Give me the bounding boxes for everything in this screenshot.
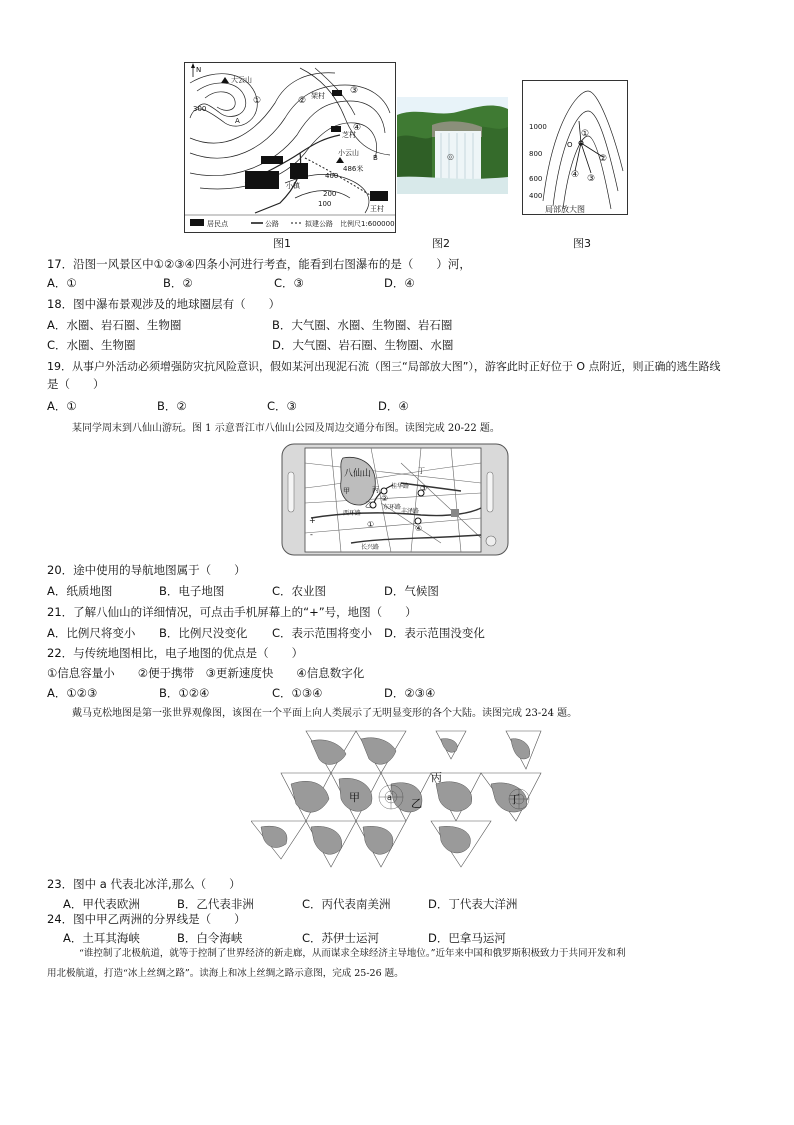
route-1-label: ① [367,520,375,529]
intro-25-26-line1: “谁控制了北极航道，就等于控制了世界经济的新走廊，从而谋求全球经济主导地位。”近年来中国和俄罗斯积极致力于共同开发和利 [79,948,626,959]
q18-option-a[interactable]: A．水圈、岩石圈、生物圈 [47,318,182,332]
q21-option-c[interactable]: C．表示范围将变小 [272,626,373,640]
q17-option-c[interactable]: C．③ [274,276,304,290]
phone-map-svg [281,443,509,556]
contour-label-1000: 1000 [529,123,547,131]
contour-label-600: 600 [529,175,543,183]
settlement-block [261,156,283,164]
route-1-label: ① [581,129,590,139]
q19-stem-line2: 是（ ） [47,377,105,391]
intro-25-26-line2: 用北极航道，打造“冰上丝绸之路”。读海上和冰上丝绸之路示意图，完成 25-26 题。 [47,968,404,979]
village-zhi-label: 芝村 [342,131,356,139]
q19-option-a[interactable]: A．① [47,399,77,413]
q17-option-b[interactable]: B．② [163,276,193,290]
intro-23-24: 戴马克松地图是第一张世界观像图，该图在一个平面上向人类展示了无明显变形的各个大陆。读图完成 23-24 题。 [72,708,578,719]
q19-stem-line1: 19．从事户外活动必须增强防灾抗风险意识，假如某河出现泥石流（图三“局部放大图”），游客此时正好位于 O 点附近，则正确的逃生路线 [47,360,721,373]
road-fengze-label: 丰泽路 [401,508,420,515]
figure-5-dymaxion-map [251,729,545,869]
route-2-label: ② [599,154,608,164]
figure-1-caption: 图1 [273,237,291,250]
q20-option-b[interactable]: B．电子地图 [159,584,225,598]
q18-option-d[interactable]: D．大气圈、岩石圈、生物圈、水圈 [272,338,454,352]
legend-planned-road: 拟建公路 [305,220,333,228]
figure-1-contour-map [184,62,396,233]
figure-3-local-enlargement [522,80,628,215]
q22-option-d[interactable]: D．②③④ [384,686,436,700]
continent-bing-label: 丙 [431,771,442,784]
q22-option-c[interactable]: C．①③④ [272,686,323,700]
q22-stem: 22．与传统地图相比，电子地图的优点是（ ） [47,646,304,660]
point-b-label: B [373,154,378,162]
place-ding-label: 丁 [418,467,425,475]
river-2-label: ② [298,96,307,106]
figure-3-caption: 图3 [573,237,591,250]
continent-yi-label: 乙 [411,797,422,810]
q21-stem: 21．了解八仙山的详细情况，可点击手机屏幕上的“+”号，地图（ ） [47,605,417,619]
peak-triangle-icon [221,77,229,83]
ocean-a-label: a [387,793,392,802]
q23-stem: 23．图中 a 代表北冰洋,那么（ ） [47,877,241,891]
zoom-out-button[interactable]: - [310,530,313,539]
q19-option-c[interactable]: C．③ [267,399,297,413]
road-changxing-label: 长兴路 [361,544,380,551]
waterfall-image [397,97,508,194]
q23-option-b[interactable]: B．乙代表非洲 [177,897,254,911]
enlargement-svg [523,81,627,214]
q18-option-b[interactable]: B．大气圈、水圈、生物圈、岩石圈 [272,318,453,332]
village-wang-label: 王村 [370,205,384,213]
q18-option-c[interactable]: C．水圈、生物圈 [47,338,136,352]
river-1-label: ① [253,96,262,106]
point-a-label: A [235,117,240,125]
place-jia-label: 甲 [343,487,350,495]
continent-ding-label: 丁 [509,793,520,806]
q24-stem: 24．图中甲乙两洲的分界线是（ ） [47,912,246,926]
q23-option-d[interactable]: D．丁代表大洋洲 [428,897,518,911]
town-label: 小镇 [286,182,300,190]
contour-label-200: 200 [323,190,337,198]
point-o-label: O [567,141,573,149]
road-xihuan-label: 西环路 [343,510,362,517]
q24-option-d[interactable]: D．巴拿马运河 [428,931,506,945]
intro-20-22: 某同学周末到八仙山游玩。图 1 示意晋江市八仙山公园及周边交通分布图。读图完成 20-22 题。 [72,423,500,434]
q17-stem: 17．沿图一风景区中①②③④四条小河进行考查，能看到右图瀑布的是（ ）河， [47,257,471,271]
q24-option-b[interactable]: B．白令海峡 [177,931,243,945]
waterfall-mark: ◎ [447,152,454,161]
legend-scale: 比例尺1:600000 [340,220,395,228]
legend-road: 公路 [265,220,279,228]
river-4-label: ④ [353,123,362,133]
q20-option-a[interactable]: A．纸质地图 [47,584,113,598]
q21-option-a[interactable]: A．比例尺将变小 [47,626,136,640]
figure-2-caption: 图2 [432,237,450,250]
route-2-label: ② [381,494,389,503]
q22-option-a[interactable]: A．①②③ [47,686,98,700]
contour-label-400: 400 [325,172,339,180]
road-donghuan-label: 东环路 [383,504,402,511]
continent-jia-label: 甲 [349,791,360,804]
q22-items: ①信息容量小 ②便于携带 ③更新速度快 ④信息数字化 [47,666,365,680]
route-3-label: ③ [420,484,428,493]
route-4-label: ④ [415,524,423,533]
route-4-label: ④ [571,170,580,180]
village-jia-label: 架村 [311,92,325,100]
place-bing-label: 丙 [372,486,379,494]
q23-option-a[interactable]: A．甲代表欧洲 [63,897,140,911]
q24-option-a[interactable]: A．土耳其海峡 [63,931,140,945]
dymaxion-svg [251,729,545,869]
peak-label-xiaoyunshan: 小云山 [338,149,359,157]
q21-option-d[interactable]: D．表示范围没变化 [384,626,485,640]
contour-label-800: 800 [529,150,543,158]
q17-option-a[interactable]: A．① [47,276,77,290]
q20-option-c[interactable]: C．农业图 [272,584,327,598]
peak-height-label: 486米 [343,165,364,173]
q21-option-b[interactable]: B．比例尺没变化 [159,626,248,640]
contour-map-svg [185,63,395,232]
zoom-in-button[interactable]: + [309,516,316,525]
bxs-mountain-label: 八仙山 [344,469,372,479]
peak-label-dayunshan: 大云山 [231,76,252,84]
road-guihua-label: 桂华路 [391,483,410,490]
route-3-label: ③ [587,174,596,184]
figure-3-title: 局部放大图 [545,205,585,214]
figure-2-waterfall-photo [397,97,508,194]
q24-option-c[interactable]: C．苏伊士运河 [302,931,380,945]
legend-settlement: 居民点 [207,220,228,228]
q17-option-d[interactable]: D．④ [384,276,415,290]
q23-option-c[interactable]: C．丙代表南美洲 [302,897,391,911]
q19-option-d[interactable]: D．④ [378,399,409,413]
contour-label-400b: 400 [529,192,543,200]
place-yi-label: 乙 [365,501,372,509]
q20-stem: 20．途中使用的导航地图属于（ ） [47,563,246,577]
figure-4-phone-map [281,443,509,556]
contour-label-300: 300 [193,105,207,113]
q20-option-d[interactable]: D．气候图 [384,584,439,598]
q19-option-b[interactable]: B．② [157,399,187,413]
contour-label-100: 100 [318,200,332,208]
q22-option-b[interactable]: B．①②④ [159,686,210,700]
north-label: N [196,66,202,74]
q18-stem: 18．图中瀑布景观涉及的地球圈层有（ ） [47,297,281,311]
river-3-label: ③ [350,86,359,96]
